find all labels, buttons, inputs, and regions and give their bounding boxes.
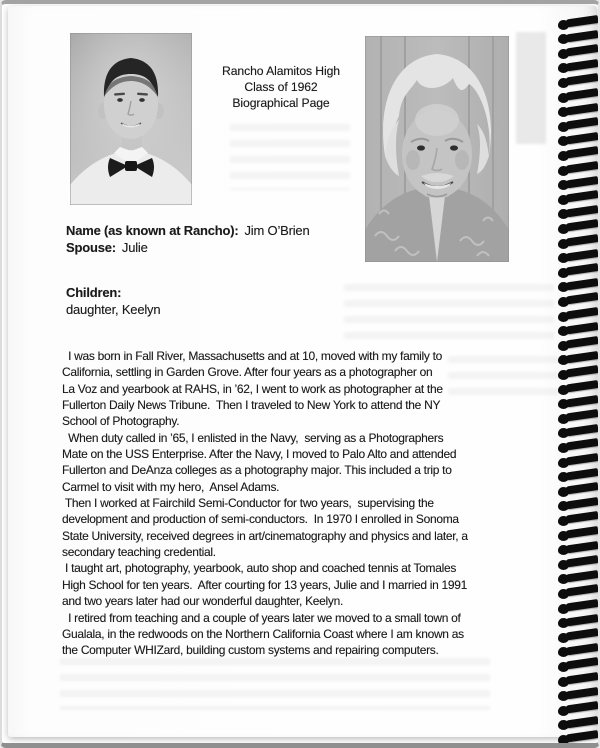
binding-hook	[557, 115, 598, 130]
binding-hook	[557, 626, 598, 641]
binding-hook	[557, 597, 598, 612]
bio-line: Mate on the USS Enterprise. After the Navy, I moved to Palo Alto and attended	[62, 447, 457, 462]
binding-hook	[557, 451, 598, 466]
header-page-type: Biographical Page	[232, 95, 330, 110]
binding-hook	[557, 524, 598, 539]
binding-hook	[557, 101, 598, 116]
bio-line: Then I worked at Fairchild Semi-Conductor for two years, supervising the	[62, 496, 434, 511]
children-label: Children:	[66, 285, 122, 300]
bio-line: secondary teaching credential.	[62, 545, 216, 560]
binding-hook	[557, 422, 598, 437]
binding-hook	[557, 349, 598, 364]
bio-paragraph	[62, 610, 562, 659]
binding-hook	[557, 320, 598, 335]
binding-hook	[557, 203, 598, 218]
binding-hook	[557, 86, 598, 101]
binding-hook	[557, 71, 598, 86]
binding-hook	[557, 290, 598, 305]
bio-paragraph	[62, 495, 562, 560]
binding-hook	[557, 582, 598, 597]
binding-hook	[557, 217, 598, 232]
binding-hook	[557, 685, 598, 700]
binding-hook	[557, 466, 598, 481]
binding-hook	[557, 655, 598, 670]
biography-page	[8, 6, 597, 737]
name-spouse-block	[66, 222, 309, 256]
binding-hook	[557, 159, 598, 174]
bio-line: I taught art, photography, yearbook, auto shop and coached tennis at Tomales	[62, 561, 457, 576]
binding-hook	[557, 130, 598, 145]
binding-hook	[557, 28, 598, 43]
header-school: Rancho Alamitos High	[222, 64, 340, 78]
bio-line: and two years later had our wonderful daughter, Keelyn.	[62, 594, 344, 609]
binding-hook	[557, 407, 598, 422]
binding-hook	[557, 612, 598, 627]
binding-hook	[557, 42, 598, 57]
binding-hook	[557, 305, 598, 320]
bio-line: Carmel to visit with my hero, Ansel Adams.	[62, 479, 280, 494]
spouse-label: Spouse:	[66, 240, 116, 256]
binding-hook	[557, 553, 598, 568]
bio-line: High School for ten years. After courting for 13 years, Julie and I married in 1991	[62, 577, 468, 592]
children-value: daughter, Keelyn	[66, 302, 161, 318]
binding-hook	[557, 144, 598, 159]
bio-paragraph	[62, 560, 562, 609]
binding-hook	[557, 436, 598, 451]
bio-line: California, settling in Garden Grove. After four years as a photographer on	[62, 365, 433, 380]
name-value: Jim O’Brien	[244, 223, 310, 238]
spiral-binding	[554, 4, 598, 743]
binding-hook	[557, 393, 598, 408]
binding-hook	[557, 57, 598, 72]
binding-hook	[557, 247, 598, 262]
bio-paragraph	[62, 348, 562, 430]
binding-hook	[557, 509, 598, 524]
binding-hook	[557, 276, 598, 291]
binding-hook	[557, 539, 598, 554]
bio-paragraph	[62, 430, 562, 495]
header-class: Class of 1962	[244, 79, 318, 94]
bio-line: Gualala, in the redwoods on the Northern California Coast where I am known as	[62, 626, 464, 641]
name-label: Name (as known at Rancho):	[66, 223, 239, 238]
current-photo	[365, 36, 509, 262]
bio-text	[62, 348, 562, 659]
name-row	[66, 222, 309, 239]
bleed-through-text	[344, 284, 554, 340]
bio-line: When duty called in ’65, I enlisted in the Navy, serving as a Photographers	[62, 430, 444, 445]
binding-hook	[557, 568, 598, 583]
binding-hook	[557, 728, 598, 743]
page-header	[196, 64, 366, 111]
binding-hook	[557, 261, 598, 276]
spouse-value: Julie	[121, 240, 148, 256]
binding-hook	[557, 363, 598, 378]
bleed-through-photo	[516, 32, 546, 144]
bio-line: Fullerton Daily News Tribune. Then I traveled to New York to attend the NY	[62, 398, 441, 413]
binding-hook	[557, 334, 598, 349]
binding-hook	[557, 495, 598, 510]
bio-line: School of Photography.	[62, 414, 180, 429]
bio-line: I retired from teaching and a couple of years later we moved to a small town of	[62, 610, 461, 625]
bio-line: development and production of semi-conductors. In 1970 I enrolled in Sonoma	[62, 512, 459, 527]
bio-line: State University, received degrees in art/cinematography and physics and later, a	[62, 528, 468, 543]
bio-line: I was born in Fall River, Massachusetts and at 10, moved with my family to	[62, 349, 443, 363]
binding-hook	[557, 13, 598, 28]
bleed-through-text	[60, 658, 490, 710]
children-block	[66, 284, 160, 318]
bio-line: the Computer WHIZard, building custom systems and repairing computers.	[62, 643, 439, 658]
binding-hook	[557, 232, 598, 247]
binding-hook	[557, 174, 598, 189]
bio-line: Fullerton and DeAnza colleges as a photography major. This included a trip to	[62, 463, 452, 478]
binding-hook	[557, 641, 598, 656]
binding-hook	[557, 670, 598, 685]
spouse-row	[66, 239, 309, 256]
binding-hook	[557, 714, 598, 729]
yearbook-photo	[70, 33, 192, 205]
bio-line: La Voz and yearbook at RAHS, in ’62, I went to work as photographer at the	[62, 381, 443, 396]
bleed-through-text	[230, 124, 350, 190]
binding-hook	[557, 378, 598, 393]
binding-hook	[557, 480, 598, 495]
binding-hook	[557, 699, 598, 714]
binding-hook	[557, 188, 598, 203]
